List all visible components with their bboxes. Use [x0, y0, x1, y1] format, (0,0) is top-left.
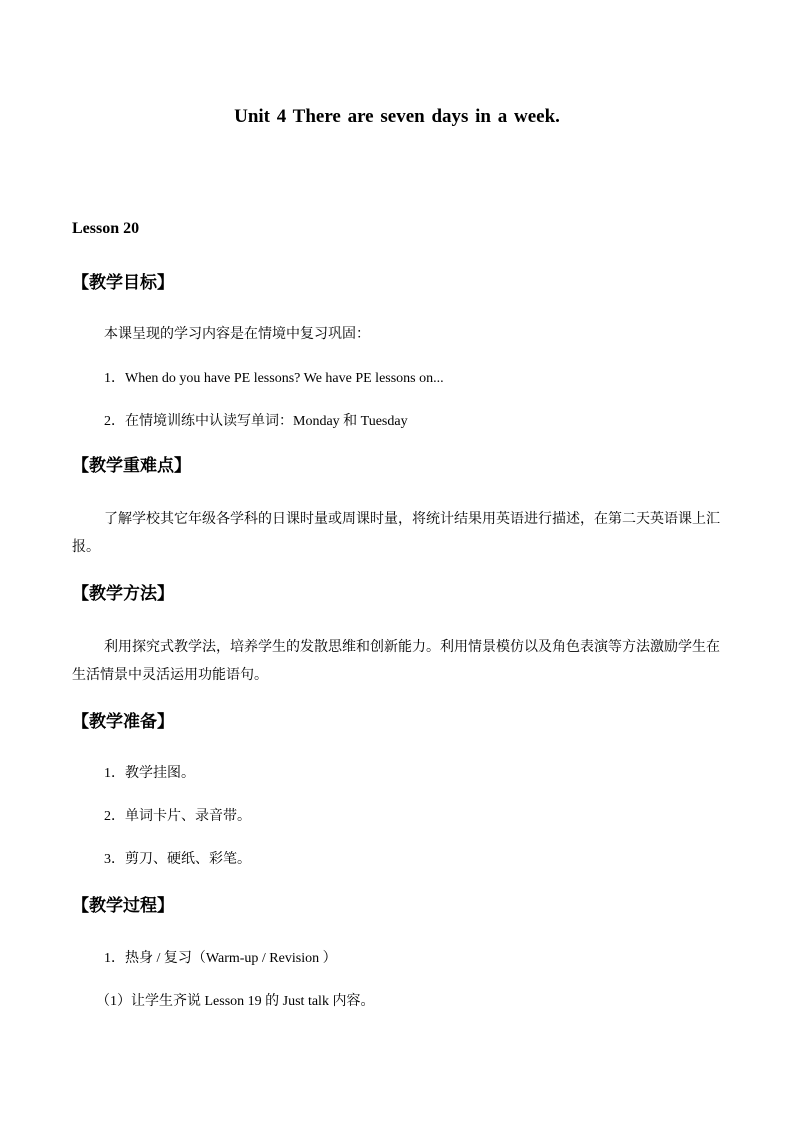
objectives-item-2: 2．在情境训练中认读写单词：Monday 和 Tuesday: [104, 414, 408, 429]
lesson-label: Lesson 20: [72, 220, 140, 237]
key-points-paragraph: 了解学校其它年级各学科的日课时量或周课时量，将统计结果用英语进行描述，在第二天英语课上汇报。: [72, 512, 720, 555]
objectives-intro: 本课呈现的学习内容是在情境中复习巩固：: [104, 327, 370, 342]
section-heading-objectives: 【教学目标】: [72, 273, 174, 293]
methods-paragraph: 利用探究式教学法，培养学生的发散思维和创新能力。利用情景模仿以及角色表演等方法激励学生在生活情景中灵活运用功能语句。: [72, 640, 720, 683]
section-heading-process: 【教学过程】: [72, 896, 174, 916]
section-heading-key-points: 【教学重难点】: [72, 456, 191, 476]
document-title: Unit 4 There are seven days in a week.: [234, 106, 560, 127]
objectives-item-1: 1．When do you have PE lessons? We have PE lessons on...: [104, 371, 444, 386]
section-heading-preparation: 【教学准备】: [72, 712, 174, 732]
process-item-1: 1．热身 / 复习（Warm-up / Revision ）: [104, 951, 337, 966]
preparation-item-1: 1．教学挂图。: [104, 766, 195, 781]
process-item-2: （1）让学生齐说 Lesson 19 的 Just talk 内容。: [96, 994, 375, 1009]
preparation-item-2: 2．单词卡片、录音带。: [104, 809, 251, 824]
preparation-item-3: 3．剪刀、硬纸、彩笔。: [104, 852, 251, 867]
section-heading-methods: 【教学方法】: [72, 584, 174, 604]
